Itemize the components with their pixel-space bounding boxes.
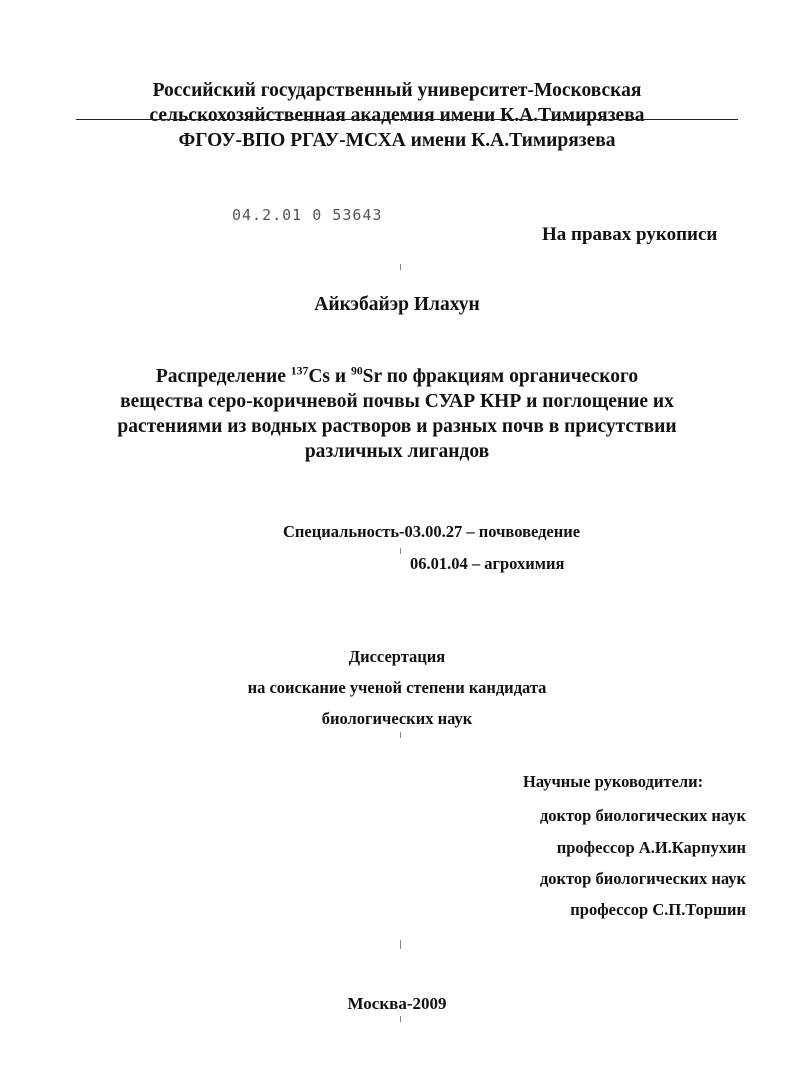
title-line-4: различных лигандов (304, 441, 490, 462)
dissertation-title (0, 364, 794, 464)
sr-mass-number: 90 (350, 364, 363, 378)
header-line-3: ФГОУ-ВПО РГАУ-МСХА имени К.А.Тимирязева (178, 130, 616, 151)
scan-mark (400, 732, 401, 738)
supervisors-heading: Научные руководители: (523, 772, 704, 791)
scan-mark (400, 264, 401, 270)
degree-line-1: Диссертация (348, 647, 446, 666)
degree-line-2: на соискание ученой степени кандидата (247, 678, 547, 697)
scan-mark (400, 1016, 401, 1022)
city-year: Москва-2009 (347, 994, 447, 1013)
header-line-2: сельскохозяйственная академия имени К.А.Тимирязева (149, 105, 645, 126)
specialty-line-1: Специальность-03.00.27 – почвоведение (283, 522, 581, 541)
degree-line-3: биологических наук (321, 709, 473, 728)
header-line-1: Российский государственный университет-Московская (152, 80, 642, 101)
archive-stamp-number: 04.2.01 0 53643 (232, 206, 383, 224)
supervisor-2-name: профессор С.П.Торшин (570, 900, 746, 919)
title-line-1 (0, 364, 794, 389)
supervisor-1-degree: доктор биологических наук (539, 806, 746, 825)
sr-symbol: Sr (362, 366, 382, 387)
scan-mark (400, 940, 401, 949)
supervisor-1-name: профессор А.И.Карпухин (556, 838, 746, 857)
cs-mass-number: 137 (290, 364, 309, 378)
title-line-2: вещества серо-коричневой почвы СУАР КНР и поглощение их (120, 391, 674, 412)
author-name: Айкэбайэр Илахун (314, 294, 480, 315)
title-line-1-rest: по фракциям органического (381, 366, 639, 387)
title-line-3: растениями из водных растворов и разных почв в присутствии (117, 416, 677, 437)
cs-symbol: Cs (308, 366, 330, 387)
title-prefix: Распределение (155, 366, 291, 387)
specialty-line-2: 06.01.04 – агрохимия (410, 554, 565, 573)
header-underline (76, 119, 738, 120)
supervisor-2-degree: доктор биологических наук (539, 869, 746, 888)
header-university (0, 80, 794, 155)
degree-block (0, 647, 794, 740)
scan-mark (400, 548, 401, 554)
rights-notice: На правах рукописи (542, 224, 718, 245)
title-conj: и (329, 366, 351, 387)
